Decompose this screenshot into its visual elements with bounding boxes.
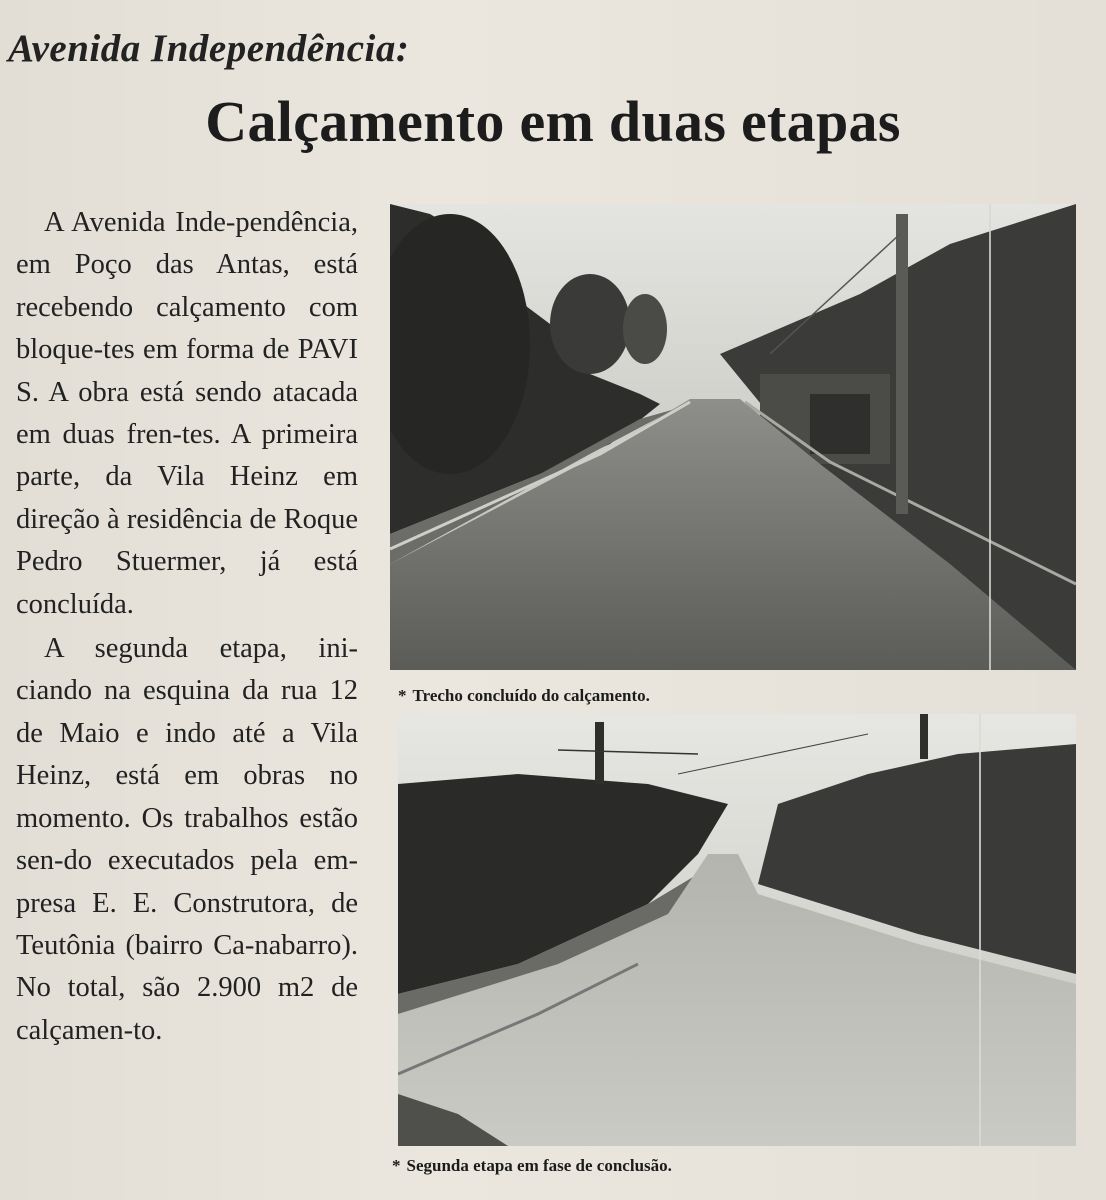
- caption-text: Segunda etapa em fase de conclusão.: [406, 1156, 672, 1175]
- article-kicker: Avenida Independência:: [8, 27, 410, 70]
- photo-completed-street: [390, 204, 1076, 670]
- photo-second-stage: [398, 714, 1076, 1146]
- article-paragraph-2: A segunda etapa, ini-ciando na esquina da rua 12 de Maio e indo até a Vila Heinz, está em obras no momento. Os trabalhos estão sen-do executados pela em-presa E. E. Construtora, de Teutônia (bairro Ca-nabarro). No total, são 2.900 m2 de calçamen-to.: [16, 633, 358, 1046]
- caption-text: Trecho concluído do calçamento.: [412, 686, 650, 705]
- article-body: [16, 202, 358, 1052]
- article-paragraph-1: A Avenida Inde-pendência, em Poço das Antas, está recebendo calçamento com bloque-tes em forma de PAVI S. A obra está sendo atacada em duas fren-tes. A primeira parte, da Vila Heinz em direção à residência de Roque Pedro Stuermer, já está concluída.: [16, 207, 358, 620]
- photo-caption-1: [398, 686, 650, 706]
- photo-caption-2: [392, 1156, 672, 1176]
- caption-bullet: *: [392, 1156, 401, 1175]
- caption-bullet: *: [398, 686, 407, 705]
- article-headline: Calçamento em duas etapas: [205, 89, 901, 154]
